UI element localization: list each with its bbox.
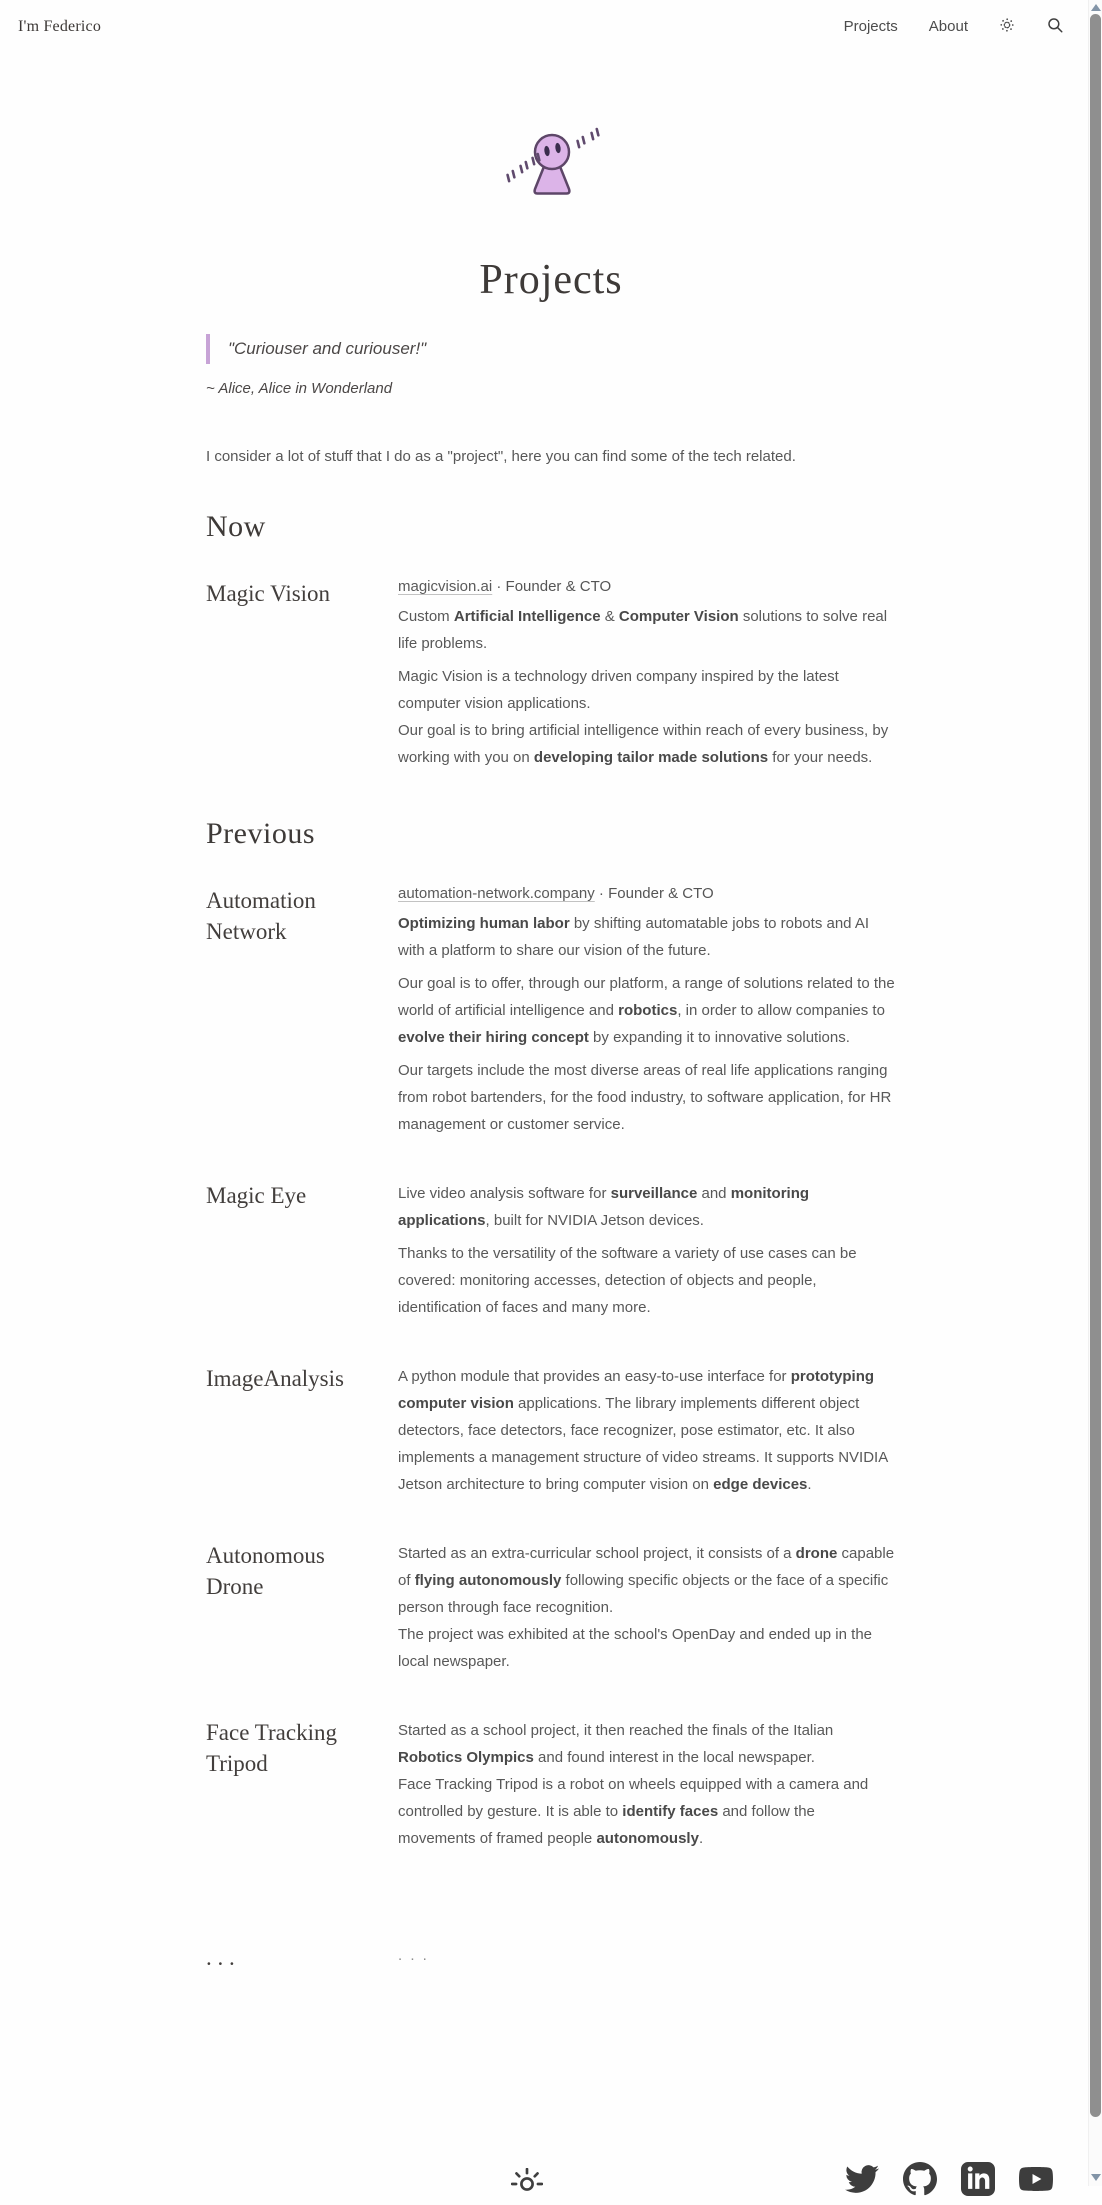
- project-description: [398, 1363, 896, 1504]
- project-paragraph: Thanks to the versatility of the software a variety of use cases can be covered: monitoring accesses, detection of objects and people, identification of faces and many more.: [398, 1245, 857, 1316]
- project-role: · Founder & CTO: [594, 885, 714, 902]
- project-title: Automation Network: [206, 888, 316, 944]
- page-title: Projects: [479, 257, 623, 303]
- project-paragraph: A python module that provides an easy-to-use interface for prototyping computer vision applications. The library implements different object detectors, face detectors, face recognizer, pose estimator, etc. It also implements a management structure of video streams. It supports NVIDIA Jetson architecture to bring computer vision on edge devices.: [398, 1368, 888, 1493]
- nav-item-projects[interactable]: Projects: [843, 18, 898, 35]
- project-paragraph: Optimizing human labor by shifting automatable jobs to robots and AI with a platform to share our vision of the future.: [398, 915, 870, 959]
- project-title: Magic Vision: [206, 581, 331, 606]
- quote-text: "Curiouser and curiouser!": [228, 339, 427, 358]
- section-heading: Previous: [206, 817, 315, 850]
- project-paragraph: . . .: [398, 1947, 429, 1964]
- project-row: [206, 1180, 896, 1327]
- top-bar: [0, 0, 1088, 37]
- twitter-icon: [845, 2162, 879, 2196]
- project-section: [206, 817, 896, 1975]
- project-section: [206, 510, 896, 777]
- nav-item-about[interactable]: About: [928, 18, 968, 35]
- project-paragraph: Our targets include the most diverse areas of real life applications ranging from robot bartenders, for the food industry, to software application, for HR management or customer service.: [398, 1062, 892, 1133]
- linkedin-icon: [961, 2162, 995, 2196]
- section-heading: Now: [206, 510, 266, 543]
- project-row: [206, 1942, 896, 1975]
- project-description: [398, 1717, 896, 1858]
- intro-paragraph: I consider a lot of stuff that I do as a "project", here you can find some of the tech related.: [206, 448, 796, 465]
- project-row: [206, 1540, 896, 1681]
- search-button[interactable]: [1046, 16, 1064, 37]
- github-link[interactable]: [903, 2162, 937, 2196]
- linkedin-link[interactable]: [961, 2162, 995, 2196]
- social-links: [845, 2162, 1053, 2196]
- scrollbar-up-arrow[interactable]: [1091, 4, 1101, 11]
- project-row: [206, 1363, 896, 1504]
- project-sections: [206, 510, 896, 1975]
- project-paragraph: Our goal is to offer, through our platform, a range of solutions related to the world of artificial intelligence and robotics, in order to allow companies to evolve their hiring concept by expanding it to innovative solutions.: [398, 975, 895, 1046]
- search-icon: [1046, 16, 1064, 37]
- theme-toggle-button[interactable]: [999, 17, 1015, 36]
- keyhole-logo: [206, 126, 896, 206]
- project-description: [398, 1540, 896, 1681]
- scrollbar[interactable]: [1088, 0, 1102, 2186]
- footer-sun-icon: [511, 2168, 543, 2205]
- quote-attribution: ~ Alice, Alice in Wonderland: [206, 380, 393, 397]
- project-row: [206, 1717, 896, 1858]
- project-paragraph: Magic Vision is a technology driven company inspired by the latest computer vision applications. Our goal is to bring artificial intelligence within reach of every business, by working with you on developing tailor made solutions for your needs.: [398, 668, 889, 766]
- scrollbar-thumb[interactable]: [1090, 14, 1101, 2117]
- project-paragraph: Live video analysis software for surveillance and monitoring applications, built for NVIDIA Jetson devices.: [398, 1185, 810, 1229]
- project-title: Autonomous Drone: [206, 1543, 325, 1599]
- github-icon: [903, 2162, 937, 2196]
- site-title-link[interactable]: I'm Federico: [18, 17, 102, 35]
- project-description: [398, 578, 896, 777]
- youtube-link[interactable]: [1019, 2162, 1053, 2196]
- twitter-link[interactable]: [845, 2162, 879, 2196]
- project-link[interactable]: magicvision.ai: [398, 578, 493, 595]
- project-title: Face Tracking Tripod: [206, 1720, 337, 1776]
- scrollbar-down-arrow[interactable]: [1091, 2174, 1101, 2181]
- project-row: [206, 885, 896, 1144]
- project-description: [398, 1942, 896, 1975]
- project-title: . . .: [206, 1945, 235, 1970]
- project-paragraph: Custom Artificial Intelligence & Computer Vision solutions to solve real life problems.: [398, 608, 888, 652]
- project-meta: [398, 885, 896, 902]
- page-content: [206, 0, 896, 1975]
- project-link[interactable]: automation-network.company: [398, 885, 595, 902]
- main-nav: [844, 16, 1064, 37]
- project-description: [398, 1180, 896, 1327]
- project-role: · Founder & CTO: [492, 578, 612, 595]
- sun-icon: [999, 17, 1015, 36]
- project-title: ImageAnalysis: [206, 1366, 344, 1391]
- project-paragraph: Started as a school project, it then reached the finals of the Italian Robotics Olympics and found interest in the local newspaper. Face Tracking Tripod is a robot on wheels equipped with a camera and controlled by gesture. It is able to identify faces and follow the movements of framed people autonomously.: [398, 1722, 869, 1847]
- project-title: Magic Eye: [206, 1183, 307, 1208]
- project-meta: [398, 578, 896, 595]
- project-row: [206, 578, 896, 777]
- project-paragraph: Started as an extra-curricular school project, it consists of a drone capable of flying autonomously following specific objects or the face of a specific person through face recognition. The project was exhibited at the school's OpenDay and ended up in the local newspaper.: [398, 1545, 895, 1670]
- quote-block: [206, 334, 896, 364]
- project-description: [398, 885, 896, 1144]
- youtube-icon: [1019, 2162, 1053, 2196]
